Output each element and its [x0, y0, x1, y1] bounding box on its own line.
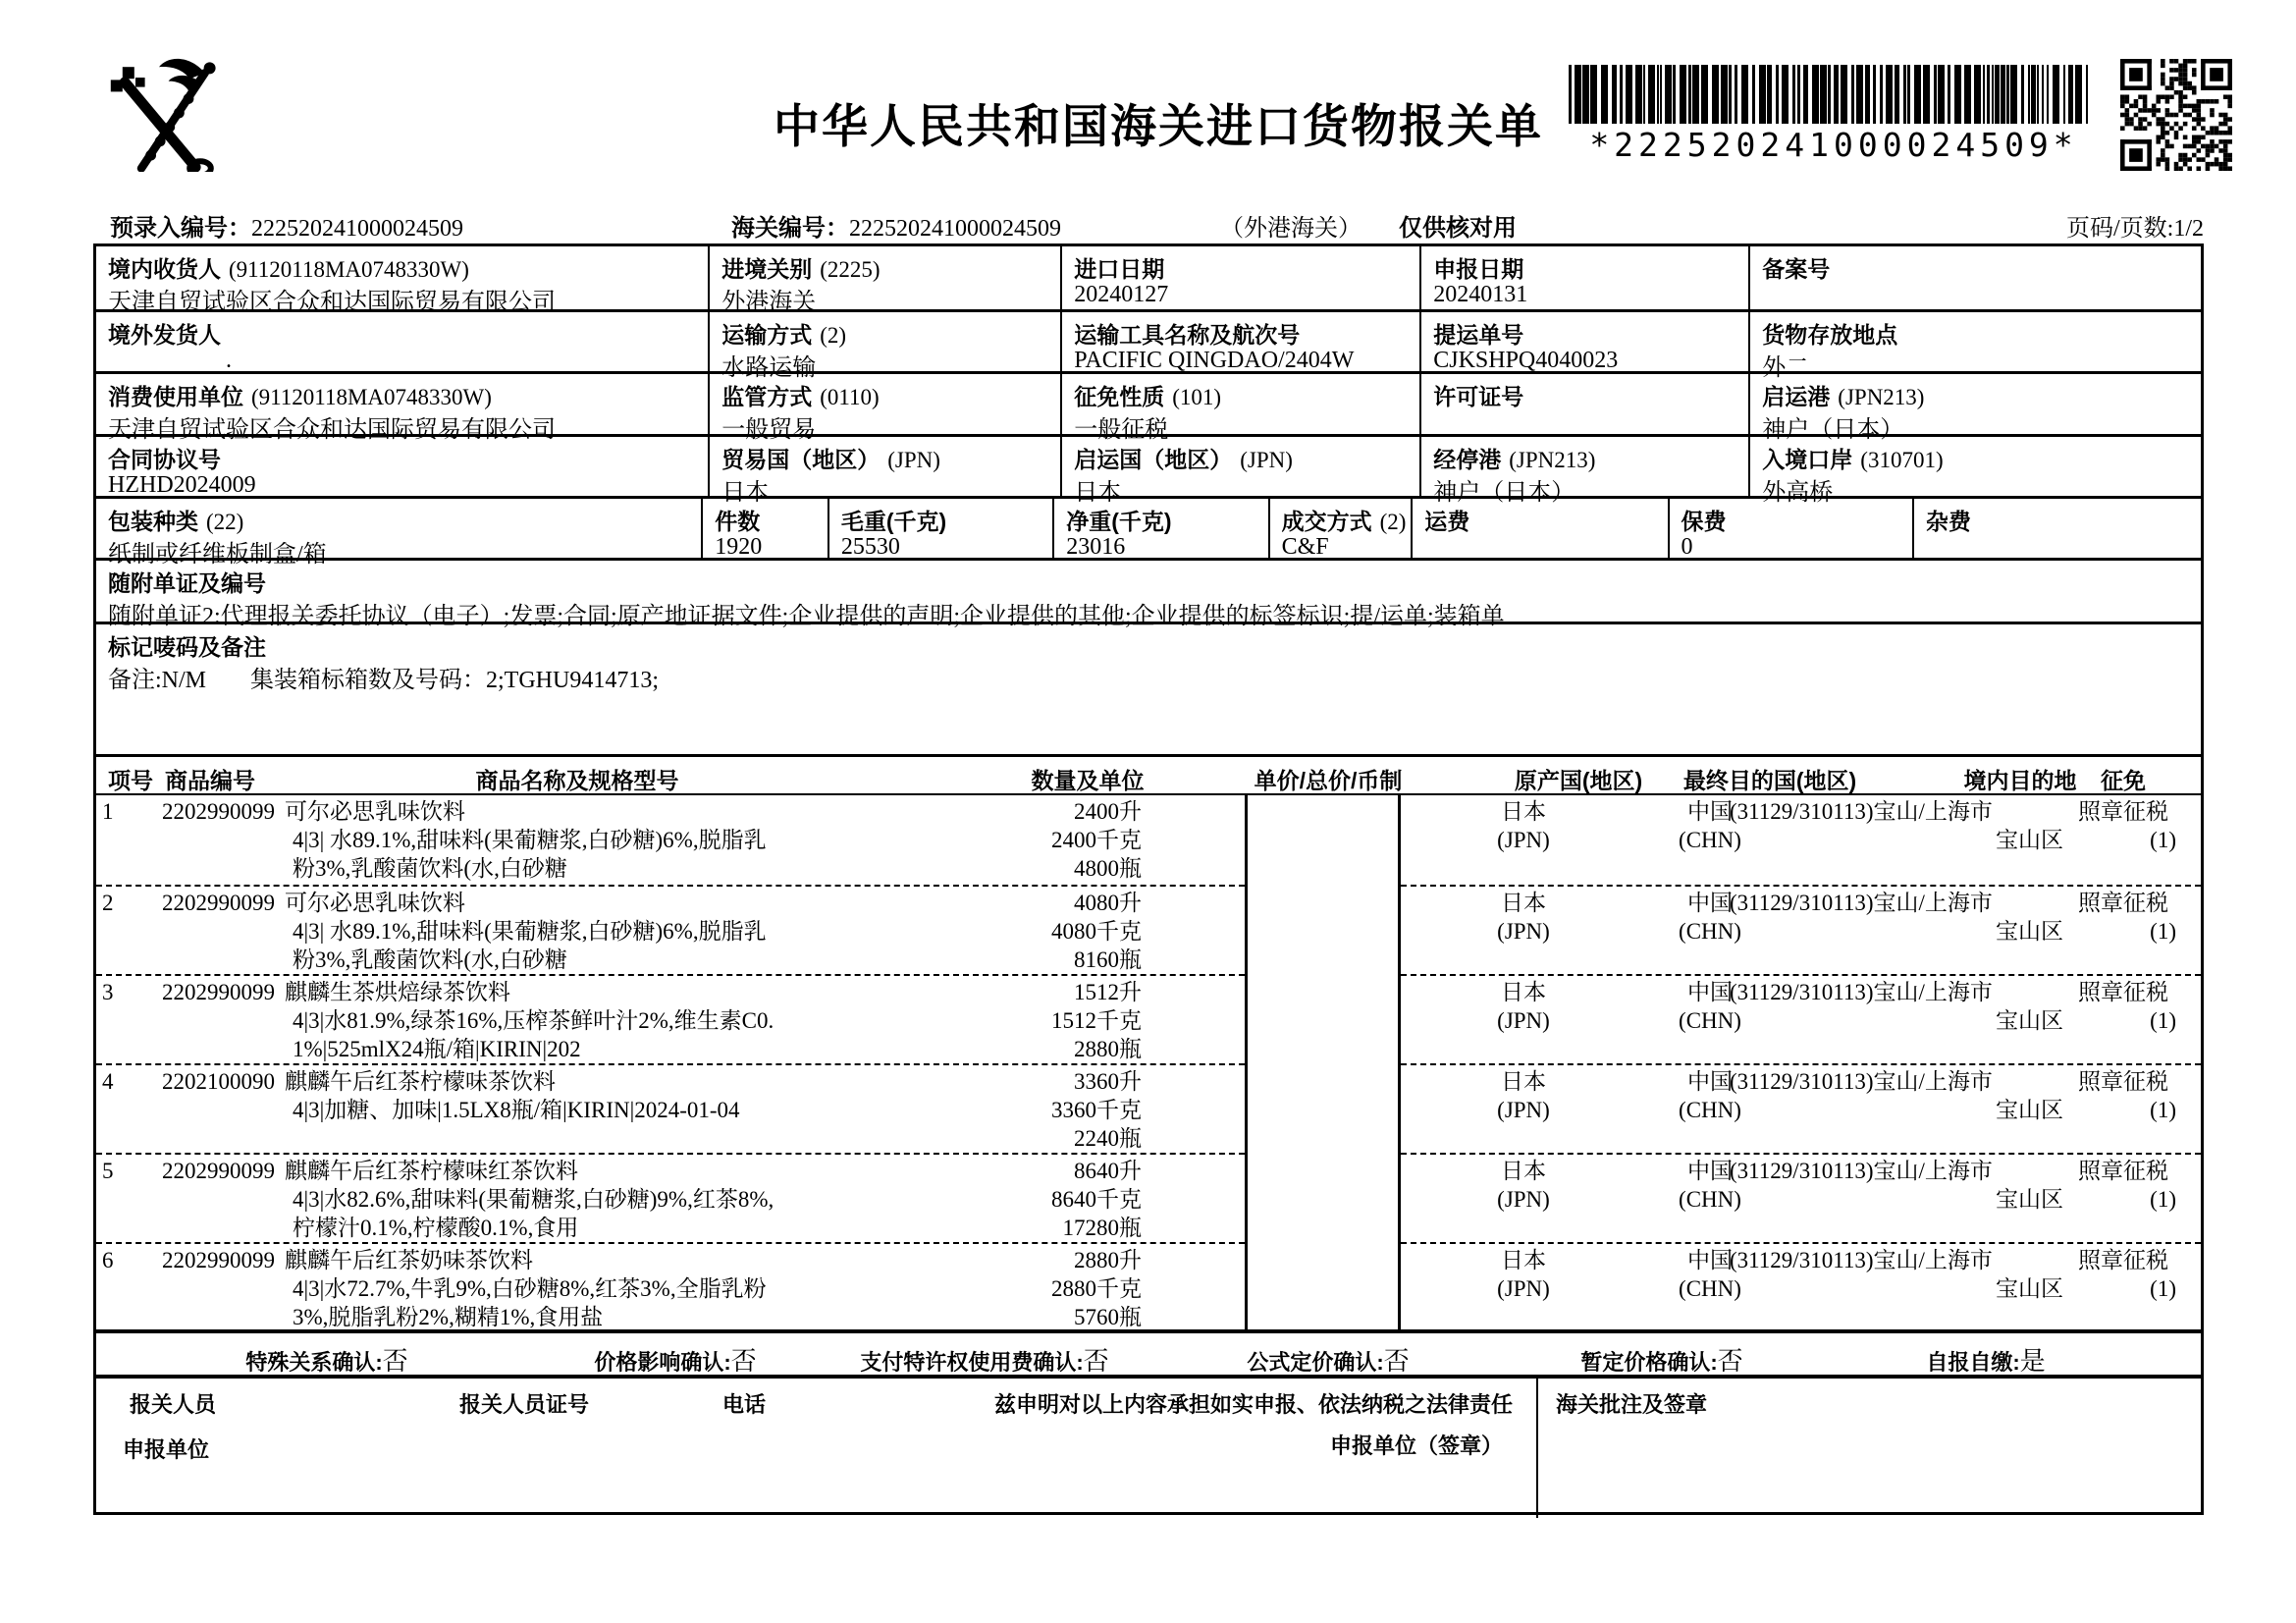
confirmation-value: 否: [1083, 1347, 1109, 1376]
confirmation-label: 特殊关系确认:: [245, 1350, 383, 1375]
field-entry-customs: 进境关别 (2225) 外港海关: [708, 246, 1060, 309]
field-departure-port: 启运港 (JPN213) 神户（日本）: [1748, 374, 2201, 434]
item-levy: [2078, 1157, 2201, 1242]
confirmation-label: 自报自缴:: [1926, 1350, 2020, 1375]
item-quantities: [1034, 1157, 1245, 1242]
field-packing-type: 包装种类 (22) 纸制或纤维板制盒/箱: [108, 509, 327, 568]
item-row-left: [96, 795, 1245, 885]
field-contract-no: 合同协议号 HZHD2024009: [108, 447, 256, 498]
field-consumer-unit: 消费使用单位 (91120118MA0748330W) 天津自贸试验区合众和达国际贸易有限公司: [108, 384, 556, 443]
dest-code: (CHN): [1679, 1276, 1741, 1301]
customs-no: [731, 208, 1061, 243]
item-qty-line: 8640千克: [1051, 1187, 1142, 1212]
item-levy: [2078, 1246, 2201, 1331]
field-record-no: 备案号: [1748, 246, 2201, 309]
item-origin-country: [1401, 978, 1646, 1063]
customs-emblem-icon: [106, 54, 224, 172]
confirmation-item: [594, 1341, 756, 1378]
item-content: [140, 978, 1034, 1063]
item-spec-line: 4|3|加糖、加味|1.5LX8瓶/箱|KIRIN|2024-01-04: [293, 1098, 740, 1122]
origin-name: 日本: [1501, 1248, 1546, 1272]
confirmation-value: 是: [2019, 1347, 2046, 1376]
items-table-header: [96, 754, 2201, 793]
field-overseas-shipper: 境外发货人 .: [108, 322, 232, 373]
customs-note: （外港海关）: [1220, 216, 1362, 242]
origin-name: 日本: [1501, 799, 1546, 824]
item-spec-line: 4|3| 水89.1%,甜味料(果葡糖浆,白砂糖)6%,脱脂乳: [293, 828, 767, 852]
item-no: 1: [102, 799, 114, 824]
qr-code: [2120, 59, 2232, 171]
item-no: 2: [102, 891, 114, 915]
confirmation-value: 否: [382, 1347, 408, 1376]
customs-notes-area: [1536, 1379, 2201, 1518]
levy-code: (1): [2150, 919, 2176, 944]
item-name: 麒麟生茶烘焙绿茶饮料: [285, 980, 510, 1004]
origin-code: (JPN): [1497, 1187, 1550, 1212]
declarant-label: 报关人员: [130, 1392, 217, 1417]
item-domestic-dest: [1730, 1067, 2078, 1153]
confirmation-item: [1247, 1341, 1409, 1378]
field-transport-name: 运输工具名称及航次号 PACIFIC QINGDAO/2404W: [1060, 312, 1419, 371]
confirmation-item: [860, 1341, 1108, 1378]
field-license-no: 许可证号: [1419, 374, 1748, 434]
col-levy: 征免: [2101, 768, 2146, 793]
item-origin-country: [1401, 797, 1646, 885]
domestic-dest-line: (31129/310113)宝山/上海市: [1730, 799, 1993, 824]
signature-section: [96, 1375, 2201, 1518]
origin-code: (JPN): [1497, 919, 1550, 944]
item-name: 可尔必思乳味饮料: [285, 891, 465, 915]
item-qty-line: 8640升: [1074, 1159, 1142, 1183]
dest-name: 中国: [1687, 1159, 1733, 1183]
confirmation-label: 公式定价确认:: [1247, 1350, 1384, 1375]
item-levy: [2078, 889, 2201, 974]
levy-mode: 照章征税: [2078, 799, 2168, 824]
col-qty-unit: 数量及单位: [1031, 768, 1145, 793]
dest-name: 中国: [1687, 799, 1733, 824]
declare-unit-sign-label: 申报单位（签章）: [1329, 1434, 1503, 1458]
item-qty-line: 2400升: [1074, 799, 1142, 824]
dest-code: (CHN): [1679, 919, 1741, 944]
item-quantities: [1034, 1067, 1245, 1153]
item-qty-line: 2880瓶: [1074, 1037, 1142, 1061]
item-qty-line: 4800瓶: [1074, 856, 1142, 881]
item-qty-line: 4080千克: [1051, 919, 1142, 944]
item-quantities: [1034, 978, 1245, 1063]
field-misc-fees: 杂费: [1912, 499, 2201, 558]
origin-name: 日本: [1501, 1159, 1546, 1183]
item-row-right: [1401, 1153, 2201, 1242]
item-content: [140, 1157, 1034, 1242]
item-row-left: [96, 885, 1245, 974]
field-supervision-mode: 监管方式 (0110) 一般贸易: [708, 374, 1060, 434]
item-spec-line: 4|3|水81.9%,绿茶16%,压榨茶鲜叶汁2%,维生素C0.: [293, 1008, 774, 1033]
dest-name: 中国: [1687, 891, 1733, 915]
field-trade-country: 贸易国（地区） (JPN) 日本: [708, 437, 1060, 496]
declaration-form: [93, 243, 2204, 1515]
item-no: 3: [102, 980, 114, 1004]
levy-code: (1): [2150, 828, 2176, 852]
levy-code: (1): [2150, 1098, 2176, 1122]
field-declare-date: 申报日期 20240131: [1419, 246, 1748, 309]
customs-no-value: 222520241000024509: [849, 216, 1061, 242]
confirmation-value: 否: [1717, 1347, 1743, 1376]
field-import-date: 进口日期 20240127: [1060, 246, 1419, 309]
item-quantities: [1034, 1246, 1245, 1331]
domestic-dest-district: 宝山区: [1996, 1276, 2063, 1301]
item-domestic-dest: [1730, 1246, 2078, 1331]
levy-code: (1): [2150, 1008, 2176, 1033]
item-title-line: [140, 889, 1034, 917]
dest-name: 中国: [1687, 1069, 1733, 1094]
item-origin-country: [1401, 1067, 1646, 1153]
page-info: 页码/页数:1/2: [2065, 216, 2204, 242]
levy-code: (1): [2150, 1276, 2176, 1301]
domestic-dest-district: 宝山区: [1996, 919, 2063, 944]
item-quantities: [1034, 889, 1245, 974]
col-domestic-dest: 境内目的地: [1963, 768, 2077, 793]
item-qty-line: 2880升: [1074, 1248, 1142, 1272]
dest-name: 中国: [1687, 1248, 1733, 1272]
customs-notes-label: 海关批注及签章: [1556, 1392, 1708, 1417]
item-spec-line: 柠檬汁0.1%,柠檬酸0.1%,食用: [293, 1216, 579, 1240]
items-left-columns: [96, 795, 1245, 1329]
item-row-right: [1401, 974, 2201, 1063]
item-qty-line: 5760瓶: [1074, 1305, 1142, 1329]
item-domestic-dest: [1730, 978, 2078, 1063]
item-qty-line: 2880千克: [1051, 1276, 1142, 1301]
field-pieces: 件数 1920: [701, 499, 828, 558]
levy-code: (1): [2150, 1187, 2176, 1212]
item-spec-line: 3%,脱脂乳粉2%,糊精1%,食用盐: [293, 1305, 604, 1329]
item-qty-line: 3360千克: [1051, 1098, 1142, 1122]
item-row-left: [96, 1153, 1245, 1242]
pre-entry-value: 222520241000024509: [251, 216, 463, 242]
check-note: 仅供核对用: [1399, 215, 1517, 242]
pre-entry-label: 预录入编号：: [110, 215, 251, 242]
customs-no-label: 海关编号：: [731, 215, 849, 242]
levy-mode: 照章征税: [2078, 891, 2168, 915]
col-commodity-code: 商品编号: [165, 768, 255, 793]
item-commodity-code: 2202990099: [162, 799, 275, 824]
declare-unit-label: 申报单位: [123, 1437, 210, 1462]
dest-name: 中国: [1687, 980, 1733, 1004]
confirmation-item: [1926, 1341, 2045, 1378]
field-consignee: 境内收货人 (91120118MA0748330W) 天津自贸试验区合众和达国际贸易有限公司: [108, 256, 556, 315]
declarant-area: [96, 1379, 1536, 1518]
field-transport-mode: 运输方式 (2) 水路运输: [708, 312, 1060, 371]
item-content: [140, 797, 1034, 885]
domestic-dest-district: 宝山区: [1996, 1187, 2063, 1212]
item-domestic-dest: [1730, 889, 2078, 974]
marks-note: 备注:N/M: [108, 668, 207, 693]
item-domestic-dest: [1730, 797, 2078, 885]
domestic-dest-district: 宝山区: [1996, 1098, 2063, 1122]
domestic-dest-district: 宝山区: [1996, 828, 2063, 852]
item-commodity-code: 2202990099: [162, 1248, 275, 1272]
confirmation-item: [245, 1341, 407, 1378]
domestic-dest-line: (31129/310113)宝山/上海市: [1730, 980, 1993, 1004]
confirmation-value: 否: [1383, 1347, 1410, 1376]
item-title-line: [140, 1246, 1034, 1274]
domestic-dest-line: (31129/310113)宝山/上海市: [1730, 1159, 1993, 1183]
item-content: [140, 1246, 1034, 1331]
field-attached-docs: 随附单证及编号 随附单证2:代理报关委托协议（电子）;发票;合同;原产地证据文件;企业提供的声明;企业提供的其他;企业提供的标签标识;提/运单;装箱单: [108, 570, 1505, 629]
item-commodity-code: 2202100090: [162, 1069, 275, 1094]
col-price-currency: 单价/总价/币制: [1254, 768, 1403, 793]
items-price-column: [1245, 795, 1401, 1329]
dest-code: (CHN): [1679, 1187, 1741, 1212]
item-qty-line: 1512升: [1074, 980, 1142, 1004]
item-no: 6: [102, 1248, 114, 1272]
item-content: [140, 889, 1034, 974]
field-trade-terms: 成交方式 (2) C&F: [1268, 499, 1412, 558]
confirmation-label: 支付特许权使用费确认:: [860, 1350, 1084, 1375]
item-quantities: [1034, 797, 1245, 885]
item-origin-country: [1401, 1246, 1646, 1331]
confirmation-row: [96, 1329, 2201, 1375]
item-name: 麒麟午后红茶奶味茶饮料: [285, 1248, 533, 1272]
origin-code: (JPN): [1497, 1276, 1550, 1301]
barcode: [1569, 65, 2094, 124]
item-row-left: [96, 1063, 1245, 1153]
phone-label: 电话: [722, 1392, 767, 1417]
field-storage-place: 货物存放地点 外二: [1748, 312, 2201, 371]
item-qty-line: 3360升: [1074, 1069, 1142, 1094]
item-name: 麒麟午后红茶柠檬味红茶饮料: [285, 1159, 578, 1183]
item-row-left: [96, 1242, 1245, 1331]
field-transit-port: 经停港 (JPN213) 神户（日本）: [1419, 437, 1748, 496]
item-levy: [2078, 797, 2201, 885]
item-title-line: [140, 797, 1034, 826]
field-net-weight: 净重(千克) 23016: [1052, 499, 1267, 558]
domestic-dest-line: (31129/310113)宝山/上海市: [1730, 1248, 1993, 1272]
item-commodity-code: 2202990099: [162, 891, 275, 915]
pre-entry-no: [110, 208, 463, 243]
page-title: 中华人民共和国海关进口货物报关单: [774, 102, 1543, 153]
item-commodity-code: 2202990099: [162, 980, 275, 1004]
field-gross-weight: 毛重(千克) 25530: [828, 499, 1052, 558]
item-row-left: [96, 974, 1245, 1063]
domestic-dest-line: (31129/310113)宝山/上海市: [1730, 1069, 1993, 1094]
item-row-right: [1401, 885, 2201, 974]
item-content: [140, 1067, 1034, 1153]
field-marks-remarks: 标记唛码及备注 备注:N/M 集装箱标箱数及号码：2;TGHU9414713;: [108, 634, 660, 693]
declaration-statement: 兹申明对以上内容承担如实申报、依法纳税之法律责任: [993, 1392, 1513, 1417]
item-spec-line: 粉3%,乳酸菌饮料(水,白砂糖: [293, 947, 567, 972]
item-levy: [2078, 1067, 2201, 1153]
origin-name: 日本: [1501, 980, 1546, 1004]
field-entry-port: 入境口岸 (310701) 外高桥: [1748, 437, 2201, 496]
field-bill-no: 提运单号 CJKSHPQ4040023: [1419, 312, 1748, 371]
item-spec-line: 4|3| 水89.1%,甜味料(果葡糖浆,白砂糖)6%,脱脂乳: [293, 919, 767, 944]
item-levy: [2078, 978, 2201, 1063]
dest-code: (CHN): [1679, 1008, 1741, 1033]
confirmation-item: [1580, 1341, 1742, 1378]
item-no: 5: [102, 1159, 114, 1183]
item-spec-line: 粉3%,乳酸菌饮料(水,白砂糖: [293, 856, 567, 881]
item-qty-line: 17280瓶: [1062, 1216, 1142, 1240]
origin-name: 日本: [1501, 1069, 1546, 1094]
item-name: 麒麟午后红茶柠檬味茶饮料: [285, 1069, 556, 1094]
item-row-right: [1401, 1063, 2201, 1153]
barcode-text: *222520241000024509*: [1589, 126, 2078, 164]
item-title-line: [140, 1157, 1034, 1185]
item-commodity-code: 2202990099: [162, 1159, 275, 1183]
levy-mode: 照章征税: [2078, 1248, 2168, 1272]
item-title-line: [140, 978, 1034, 1006]
field-freight: 运费: [1411, 499, 1667, 558]
item-qty-line: 1512千克: [1051, 1008, 1142, 1033]
item-spec-line: 4|3|水72.7%,牛乳9%,白砂糖8%,红茶3%,全脂乳粉: [293, 1276, 767, 1301]
item-qty-line: 2240瓶: [1074, 1126, 1142, 1151]
confirmation-label: 暂定价格确认:: [1580, 1350, 1718, 1375]
item-spec-line: 1%|525mlX24瓶/箱|KIRIN|202: [293, 1037, 581, 1061]
item-row-right: [1401, 795, 2201, 885]
confirmation-label: 价格影响确认:: [594, 1350, 731, 1375]
levy-mode: 照章征税: [2078, 1069, 2168, 1094]
levy-mode: 照章征税: [2078, 1159, 2168, 1183]
col-origin-country: 原产国(地区): [1514, 768, 1643, 793]
col-dest-country: 最终目的国(地区): [1682, 768, 1857, 793]
item-row-right: [1401, 1242, 2201, 1331]
col-item-no: 项号: [108, 768, 153, 793]
item-name: 可尔必思乳味饮料: [285, 799, 465, 824]
origin-name: 日本: [1501, 891, 1546, 915]
item-qty-line: 2400千克: [1051, 828, 1142, 852]
confirmation-value: 否: [730, 1347, 757, 1376]
origin-code: (JPN): [1497, 1008, 1550, 1033]
item-origin-country: [1401, 1157, 1646, 1242]
marks-container-no: 集装箱标箱数及号码：2;TGHU9414713;: [250, 668, 660, 693]
item-domestic-dest: [1730, 1157, 2078, 1242]
field-insurance: 保费 0: [1668, 499, 1912, 558]
field-departure-country: 启运国（地区） (JPN) 日本: [1060, 437, 1419, 496]
declarant-id-label: 报关人员证号: [459, 1392, 590, 1417]
origin-code: (JPN): [1497, 828, 1550, 852]
item-spec-line: 4|3|水82.6%,甜味料(果葡糖浆,白砂糖)9%,红茶8%,: [293, 1187, 774, 1212]
item-no: 4: [102, 1069, 114, 1094]
origin-code: (JPN): [1497, 1098, 1550, 1122]
domestic-dest-line: (31129/310113)宝山/上海市: [1730, 891, 1993, 915]
col-name-spec: 商品名称及规格型号: [475, 768, 679, 793]
dest-code: (CHN): [1679, 828, 1741, 852]
item-qty-line: 8160瓶: [1074, 947, 1142, 972]
item-qty-line: 4080升: [1074, 891, 1142, 915]
dest-code: (CHN): [1679, 1098, 1741, 1122]
items-table-body: [96, 793, 2201, 1329]
domestic-dest-district: 宝山区: [1996, 1008, 2063, 1033]
field-levy-nature: 征免性质 (101) 一般征税: [1060, 374, 1419, 434]
items-right-columns: [1401, 795, 2201, 1329]
item-title-line: [140, 1067, 1034, 1096]
item-origin-country: [1401, 889, 1646, 974]
levy-mode: 照章征税: [2078, 980, 2168, 1004]
